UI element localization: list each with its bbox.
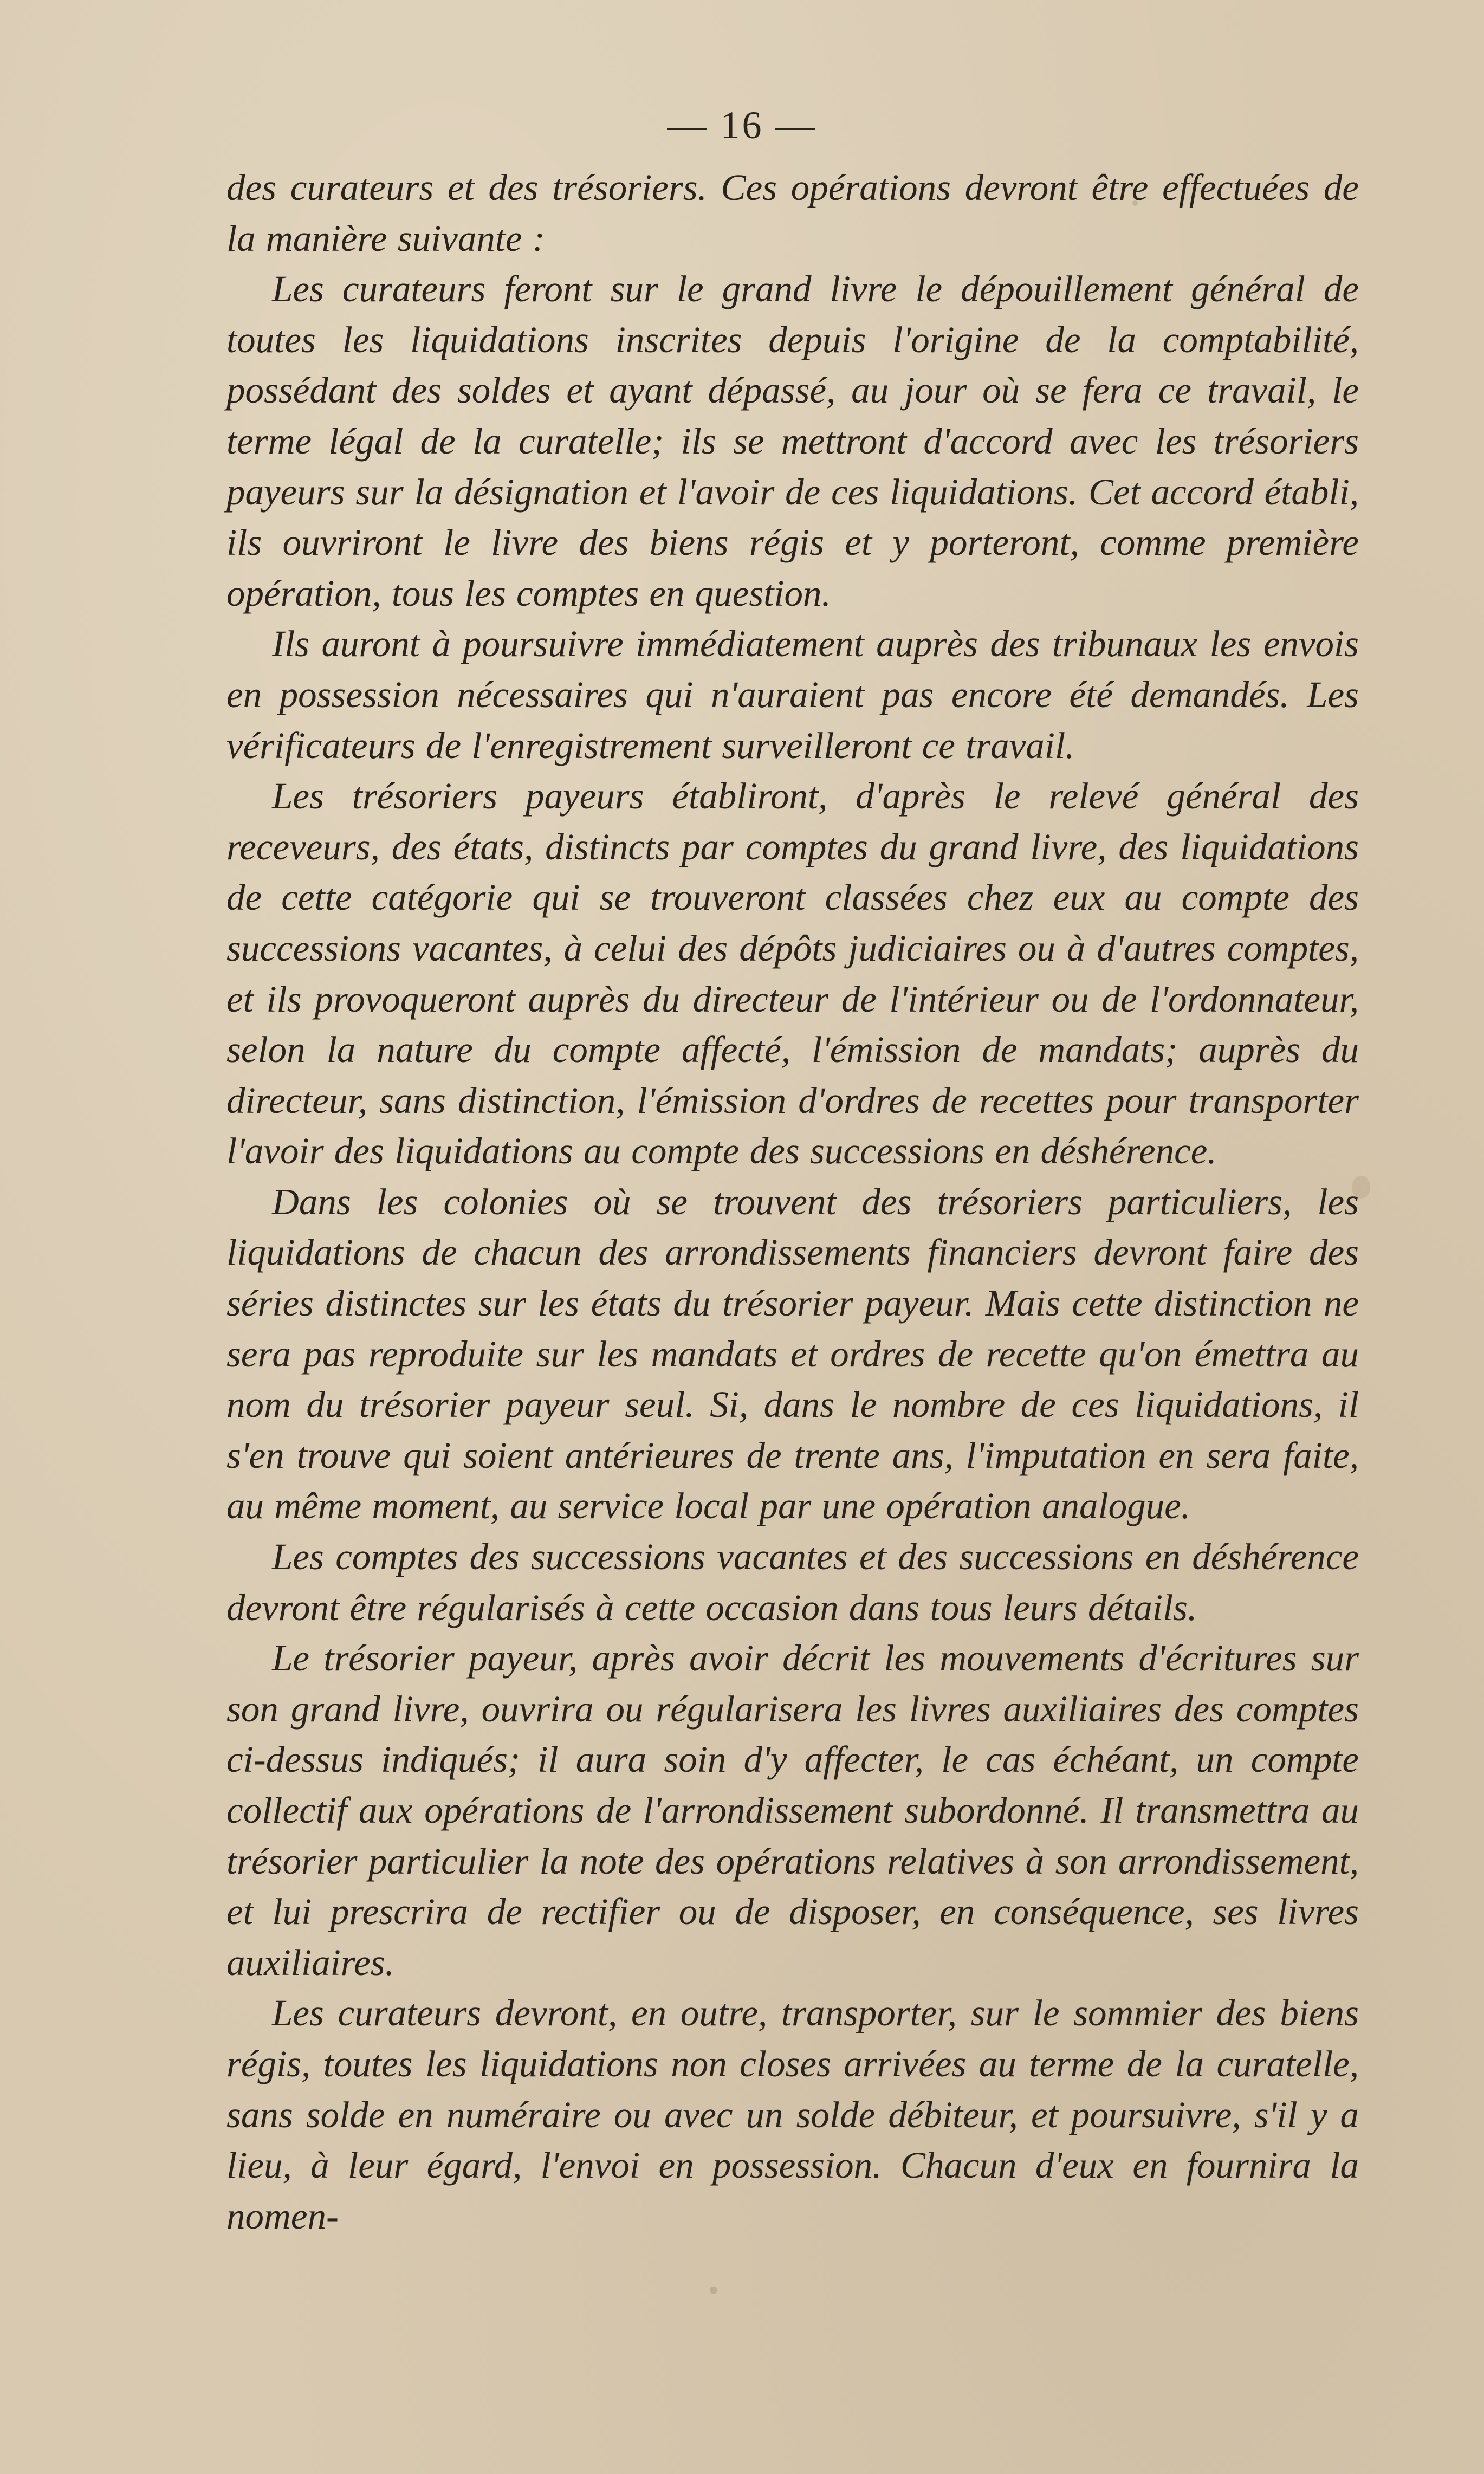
paragraph-2: Les curateurs feront sur le grand livre le dépouillement général de toutes les liquidations inscrites depuis l'origine de la comptabilité, possédant des soldes et ayant dépassé, au jour où se fera ce travail, le terme légal de la curatelle; ils se mettront d'accord avec les trésoriers payeurs sur la désignation et l'avoir de ces liquidations. Cet accord établi, ils ouvriront le livre des biens régis et y porteront, comme première opération, tous les comptes en question. <box>226 268 1359 614</box>
paragraph-6: Les comptes des successions vacantes et des successions en déshérence devront être régularisés à cette occasion dans tous leurs détails. <box>226 1536 1359 1628</box>
page-number: — 16 — <box>667 103 817 147</box>
paragraph-3: Ils auront à poursuivre immédiatement auprès des tribunaux les envois en possession nécessaires qui n'auraient pas encore été demandés. Les vérificateurs de l'enregistrement surveilleront ce travail. <box>226 623 1359 766</box>
paragraph-1: des curateurs et des trésoriers. Ces opérations devront être effectuées de la manière suivante : <box>226 167 1359 259</box>
paper-speck <box>710 2287 717 2294</box>
paper-speck <box>1132 200 1138 206</box>
paragraph-7: Le trésorier payeur, après avoir décrit les mouvements d'écritures sur son grand livre, ouvrira ou régularisera les livres auxiliaires des comptes ci-dessus indiqués; il aura soin d'y affecter, le cas échéant, un compte collectif aux opérations de l'arrondissement subordonné. Il transmettra au trésorier particulier la note des opérations relatives à son arrondissement, et lui prescrira de rectifier ou de disposer, en conséquence, ses livres auxiliaires. <box>226 1637 1359 1983</box>
paragraph-4: Les trésoriers payeurs établiront, d'après le relevé général des receveurs, des états, distincts par comptes du grand livre, des liquidations de cette catégorie qui se trouveront classées chez eux au compte des successions vacantes, à celui des dépôts judiciaires ou à d'autres comptes, et ils provoqueront auprès du directeur de l'intérieur ou de l'ordonnateur, selon la nature du compte affecté, l'émission de mandats; auprès du directeur, sans distinction, l'émission d'ordres de recettes pour transporter l'avoir des liquidations au compte des successions en déshérence. <box>226 775 1359 1172</box>
paper-speck <box>1352 1176 1370 1199</box>
body-text <box>226 163 1359 2242</box>
paragraph-8: Les curateurs devront, en outre, transporter, sur le sommier des biens régis, toutes les liquidations non closes arrivées au terme de la curatelle, sans solde en numéraire ou avec un solde débiteur, et poursuivre, s'il y a lieu, à leur égard, l'envoi en possession. Chacun d'eux en fournira la nomen- <box>226 1992 1359 2237</box>
paragraph-5: Dans les colonies où se trouvent des trésoriers particuliers, les liquidations de chacun des arrondissements financiers devront faire des séries distinctes sur les états du trésorier payeur. Mais cette distinction ne sera pas reproduite sur les mandats et ordres de recette qu'on émettra au nom du trésorier payeur seul. Si, dans le nombre de ces liquidations, il s'en trouve qui soient antérieures de trente ans, l'imputation en sera faite, au même moment, au service local par une opération analogue. <box>226 1181 1359 1527</box>
